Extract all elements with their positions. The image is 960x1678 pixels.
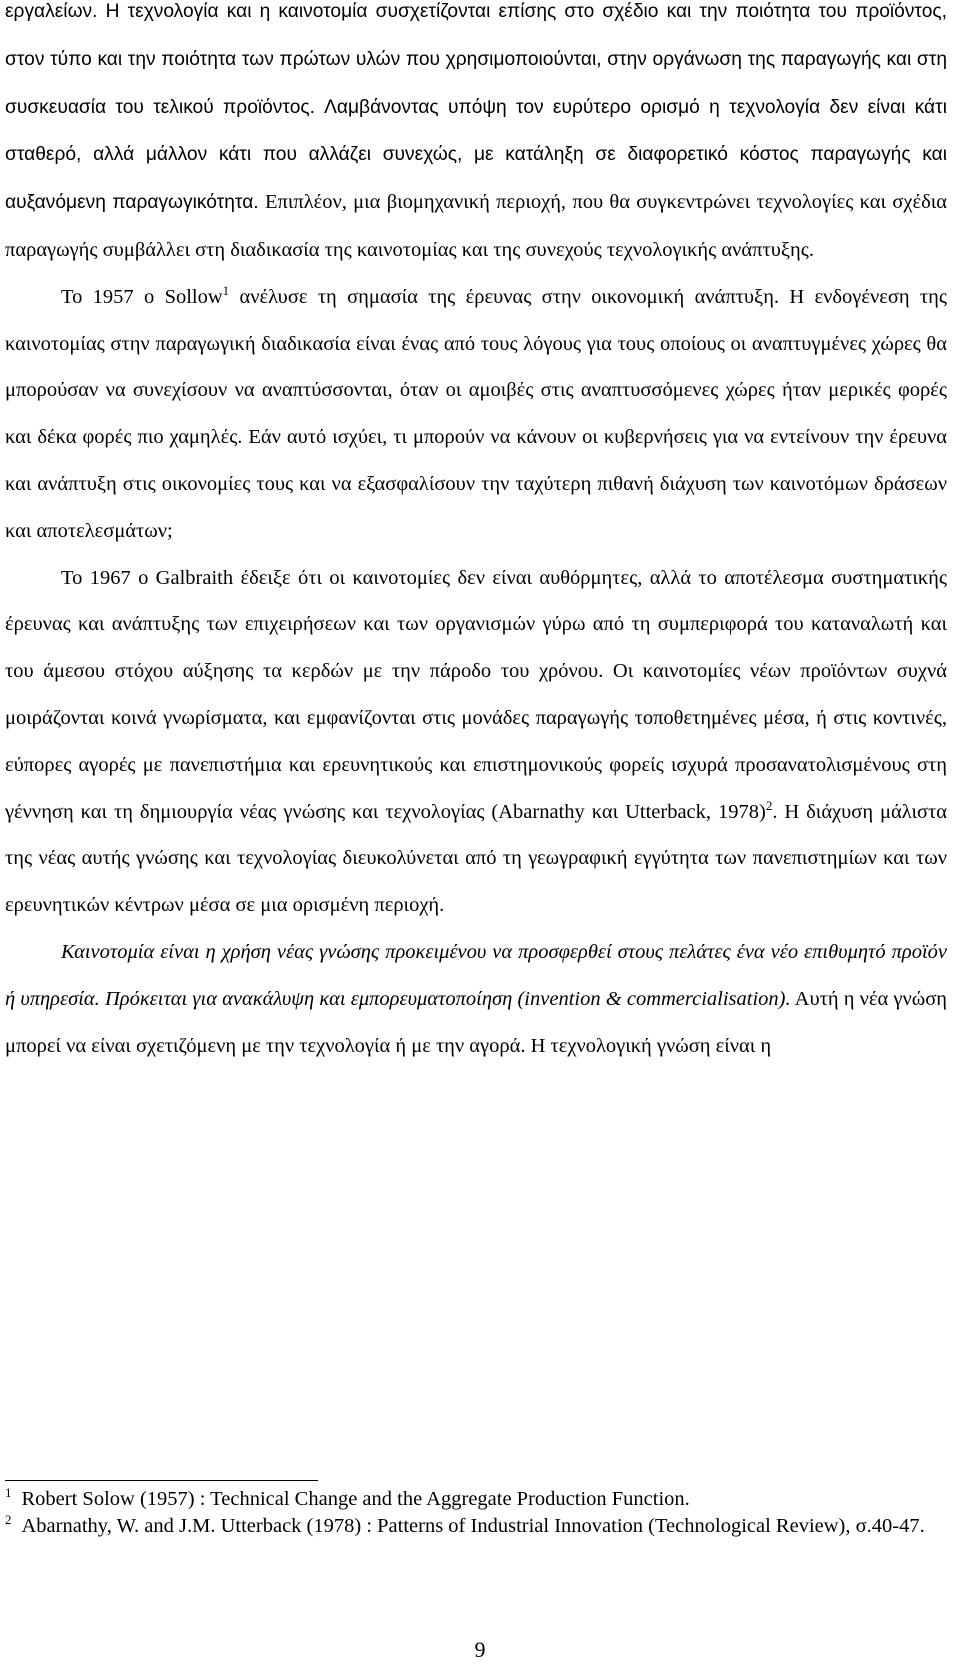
paragraph-technology <box>5 0 947 274</box>
innovation-definition-rest: Αυτή η νέα γνώση μπορεί να είναι σχετιζόμενη με την τεχνολογία ή με την αγορά. Η τεχνολογική γνώση είναι η <box>5 987 948 1057</box>
footnote-1-text: Robert Solow (1957) : Technical Change and the Aggregate Production Function. <box>21 1488 690 1510</box>
paragraph-galbraith <box>5 555 947 929</box>
paragraph-sollow-sentence-1: ανέλυσε τη σημασία της έρευνας στην οικονομική ανάπτυξη. <box>239 285 780 308</box>
paragraph-sollow-sentence-3: Εάν αυτό ισχύει, τι μπορούν να κάνουν οι κυβερνήσεις για να εντείνουν την έρευνα και ανάπτυξη στις οικονομίες τους και να εξασφαλίσουν την ταχύτερη πιθανή διάχυση των καινοτόμων δράσεων και αποτελεσμάτων; <box>5 426 948 542</box>
paragraph-technology-sentence-2: Λαμβάνοντας υπόψη τον ευρύτερο ορισμό η τεχνολογία δεν είναι κάτι σταθερό, αλλά μάλλον κάτι που αλλάζει συνεχώς, με κατάληξη σε διαφορετικό κόστος παραγωγής και αυξανόμενη παραγωγικότητα. <box>5 96 947 214</box>
paragraph-technology-sentence-3: Επιπλέον, μια βιομηχανική περιοχή, που θα συγκεντρώνει τεχνολογίες και σχέδια παραγωγής συμβάλλει στη διαδικασία της καινοτομίας και της συνεχούς τεχνολογικής ανάπτυξης. <box>5 191 948 261</box>
footnote-2 <box>5 1513 947 1540</box>
footnote-separator <box>5 1480 318 1481</box>
footnote-1 <box>5 1486 947 1513</box>
innovation-definition-italic: Καινοτομία είναι η χρήση νέας γνώσης προκειμένου να προσφερθεί στους πελάτες ένα νέο επιθυμητό προϊόν ή υπηρεσία. Πρόκειται για ανακάλυψη και εμπορευματοποίηση (invention & commercialisation). <box>5 940 947 1010</box>
page-number: 9 <box>474 1637 486 1662</box>
paragraph-galbraith-sentence-2: Οι καινοτομίες νέων προϊόντων συχνά μοιράζονται κοινά γνωρίσματα, και εμφανίζονται στις μονάδες παραγωγής τοποθετημένες μέσα, ή στις κοντινές, εύπορες αγορές με πανεπιστήμια και ερευνητικούς και επιστημονικούς φορείς ισχυρά προσανατολισμένους στη γέννηση και τη δημιουργία νέας γνώσης και τεχνολογίας (Abarnathy και Utterback, 1978) <box>5 660 947 823</box>
footnote-1-mark: 1 <box>5 1485 12 1500</box>
paragraph-galbraith-sentence-3: . Η διάχυση μάλιστα της νέας αυτής γνώσης και τεχνολογίας διευκολύνεται από τη γεωγραφική εγγύτητα των πανεπιστημίων και των ερευνητικών κέντρων μέσα σε μια ορισμένη περιοχή. <box>5 800 947 917</box>
footnote-ref-1: 1 <box>222 282 230 298</box>
paragraph-technology-sentence-1: εργαλείων. Η τεχνολογία και η καινοτομία συσχετίζονται επίσης στο σχέδιο και την ποιότητα του προϊόντος, στον τύπο και την ποιότητα των πρώτων υλών που χρησιμοποιούνται, στην οργάνωση της παραγωγής και στη συσκευασία του τελικού προϊόντος. <box>5 1 947 118</box>
paragraph-galbraith-sentence-1: Το 1967 ο Galbraith έδειξε ότι οι καινοτομίες δεν είναι αυθόρμητες, αλλά το αποτέλεσμα συστηματικής έρευνας και ανάπτυξης των επιχειρήσεων και των οργανισμών γύρω από τη συμπεριφορά του καταναλωτή και του άμεσου στόχου αύξησης τα κερδών με την πάροδο του χρόνου. <box>5 566 947 683</box>
footnotes <box>5 1486 947 1539</box>
paragraph-innovation-definition <box>5 929 947 1069</box>
footnote-2-mark: 2 <box>5 1511 12 1527</box>
paragraph-sollow <box>5 274 947 555</box>
paragraph-sollow-lead: Το 1957 ο Sollow <box>61 285 223 308</box>
footnote-2-text: Abarnathy, W. and J.M. Utterback (1978) : Patterns of Industrial Innovation (Technological Review), σ.40-47. <box>21 1514 925 1537</box>
footnote-ref-2: 2 <box>765 797 773 813</box>
body-text <box>5 0 947 1069</box>
paragraph-sollow-sentence-2: Η ενδογένεση της καινοτομίας στην παραγωγική διαδικασία είναι ένας από τους λόγους για τους οποίους οι αναπτυγμένες χώρες θα μπορούσαν να συνεχίσουν να αναπτύσσονται, όταν οι αμοιβές στις αναπτυσσόμενες χώρες ήταν μερικές φορές και δέκα φορές πιο χαμηλές. <box>5 285 948 449</box>
